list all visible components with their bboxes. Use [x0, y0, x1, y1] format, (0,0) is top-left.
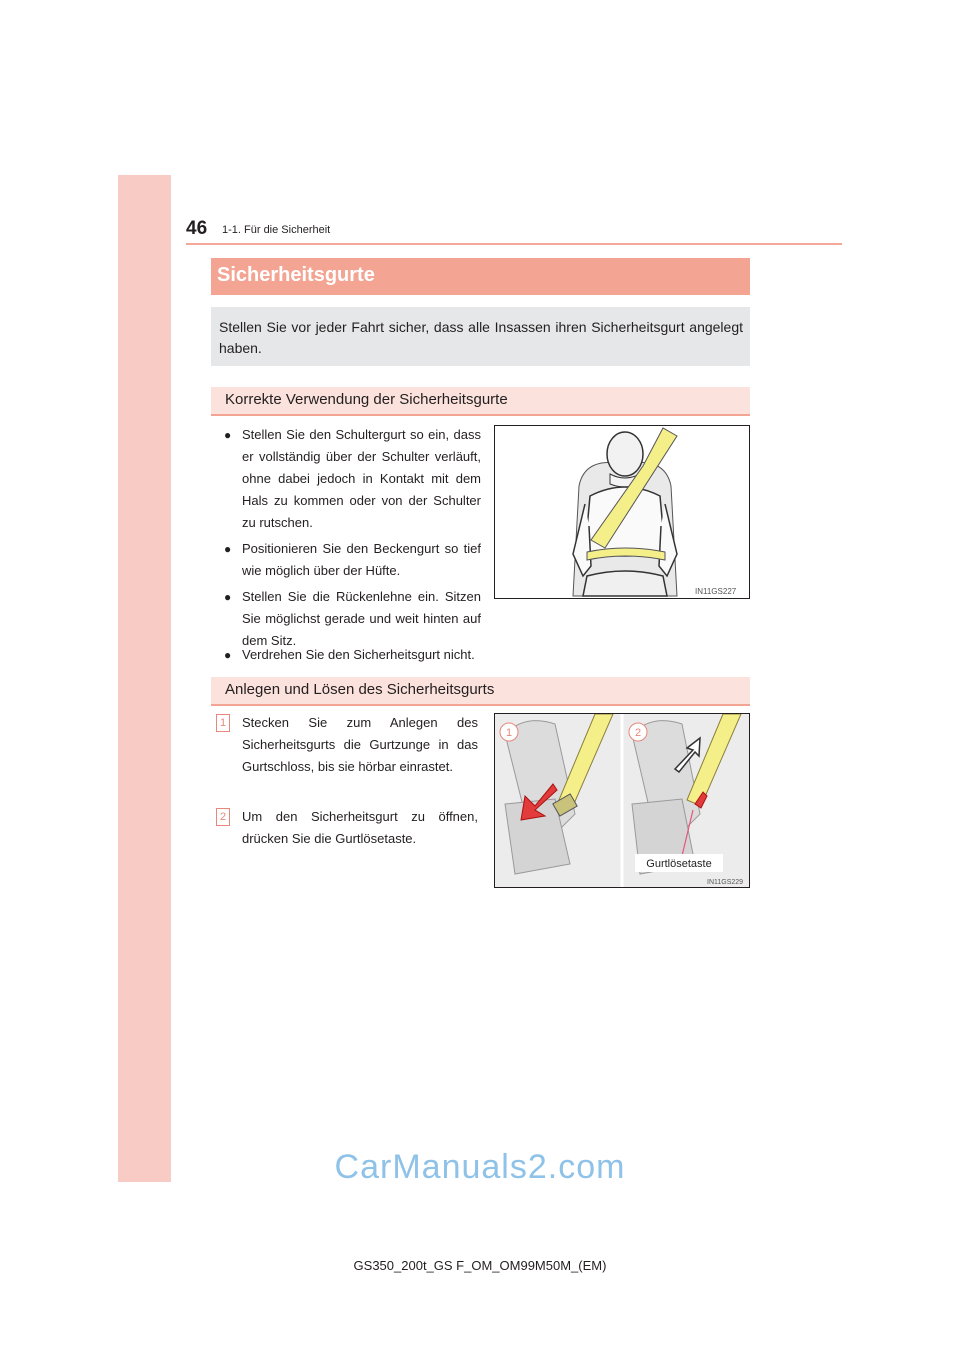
usage-heading-bar — [211, 387, 750, 416]
buckle-illustration — [494, 713, 750, 888]
step-2 — [216, 806, 478, 850]
seatbelt-posture-illustration — [494, 425, 750, 599]
bullet-item: ● Verdrehen Sie den Sicherheitsgurt nicht. — [224, 644, 762, 666]
page-number: 46 — [186, 218, 208, 239]
fasten-heading-bar — [211, 677, 750, 706]
bullet-item: ● Positionieren Sie den Beckengurt so tief wie möglich über der Hüfte. — [224, 538, 481, 582]
usage-heading: Korrekte Verwendung der Sicherheitsgurte — [225, 391, 508, 408]
watermark: CarManuals2.com — [334, 1148, 626, 1186]
step-1 — [216, 712, 478, 778]
chapter-title: 1-1. Für die Sicherheit — [222, 224, 331, 236]
step-number: 1 — [216, 714, 230, 732]
step-text: Stecken Sie zum Anlegen des Sicherheitsgurts die Gurtzunge in das Gurtschloss, bis sie hörbar einrastet. — [242, 715, 478, 774]
intro-text: Stellen Sie vor jeder Fahrt sicher, dass alle Insassen ihren Sicherheitsgurt angelegt haben. — [219, 319, 743, 356]
step-text: Um den Sicherheitsgurt zu öffnen, drücken Sie die Gurtlösetaste. — [242, 809, 478, 846]
intro-box — [211, 307, 750, 366]
release-button-label: Gurtlösetaste — [646, 858, 712, 870]
image-code: IN11GS229 — [707, 879, 744, 886]
header-divider — [186, 243, 842, 245]
bullet-item: ● Stellen Sie die Rückenlehne ein. Sitzen Sie möglichst gerade und weit hinten auf dem Sitz. — [224, 586, 481, 652]
panel-number: 1 — [505, 727, 513, 739]
section-title: Sicherheitsgurte — [217, 264, 375, 286]
fasten-heading: Anlegen und Lösen des Sicherheitsgurts — [225, 681, 495, 698]
step-number: 2 — [216, 808, 230, 826]
chapter-side-tab — [118, 175, 171, 1182]
bullet-item: ● Stellen Sie den Schultergurt so ein, dass er vollständig über der Schulter verläuft, ohne dabei jedoch in Kontakt mit dem Hals zu kommen oder von der Schulter zu rutschen. — [224, 424, 481, 534]
image-code: IN11GS227 — [695, 587, 737, 596]
footer-document-code: GS350_200t_GS F_OM_OM99M50M_(EM) — [353, 1258, 607, 1273]
panel-number: 2 — [634, 727, 642, 739]
usage-bullet-list — [224, 424, 481, 656]
section-title-bar — [211, 258, 750, 295]
